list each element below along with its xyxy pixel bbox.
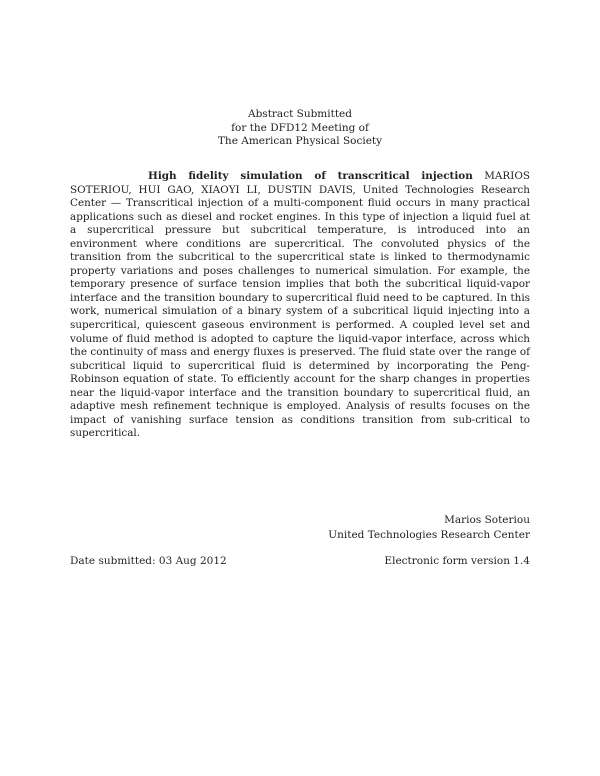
signature-name: Marios Soteriou [444, 514, 530, 526]
header-line-abstract-submitted: Abstract Submitted [248, 108, 352, 120]
header-line-meeting: for the DFD12 Meeting of [231, 121, 369, 134]
abstract-paragraph [70, 170, 530, 441]
submission-header [0, 108, 600, 149]
form-version: Electronic form version 1.4 [384, 555, 530, 567]
signature-organization: United Technologies Research Center [328, 529, 530, 541]
signature-block [328, 513, 530, 543]
header-line-society: The American Physical Society [217, 135, 383, 147]
abstract-title: High fidelity simulation of transcritical injection [148, 170, 473, 182]
abstract-separator: — [106, 197, 126, 210]
abstract-body: Transcritical injection of a multi-component fluid occurs in many practical applications such as diesel and rocket engines. In this type of injection a liquid fuel at a supercritical pressure but subcritical temperature, is introduced into an environment where conditions are supercritical. The convoluted physics of the transition from the subcritical to the supercritical state is linked to thermodynamic property variations and poses challenges to numerical simulation. For example, the temporary presence of surface tension implies that both the subcritical liquid-vapor interface and the transition boundary to supercritical fluid need to be captured. In this work, numerical simulation of a binary system of a subcritical liquid injecting into a supercritical, quiescent gaseous environment is performed. A coupled level set and volume of fluid method is adopted to capture the liquid-vapor interface, across which the continuity of mass and energy fluxes is preserved. The fluid state over the range of subcritical liquid to supercritical fluid is determined by incorporating the Peng-Robinson equation of state. To efficiently account for the sharp changes in properties near the liquid-vapor interface and the transition boundary to supercritical fluid, an adaptive mesh refinement technique is employed. Analysis of results focuses on the impact of vanishing surface tension as conditions transition from sub-critical to supercritical. [70, 197, 531, 440]
date-submitted: Date submitted: 03 Aug 2012 [70, 555, 227, 567]
abstract-authors: MARIOS SOTERIOU, HUI GAO, XIAOYI LI, DUSTIN DAVIS, United Technologies Research Center [70, 170, 530, 210]
